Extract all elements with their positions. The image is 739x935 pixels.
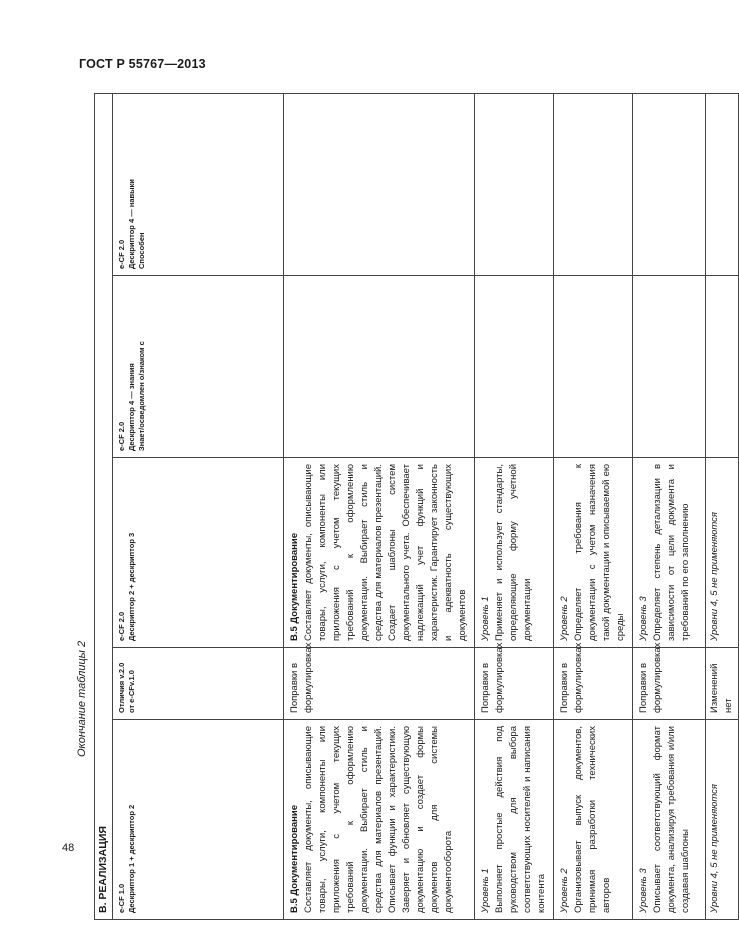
section-title: В. РЕАЛИЗАЦИЯ <box>95 93 113 919</box>
page-number: 48 <box>62 842 75 854</box>
header-cell-ecf1 <box>113 720 284 920</box>
table-cell-empty <box>475 276 554 458</box>
header-line: e-CF 2.0 <box>117 611 126 641</box>
header-line: Дескриптор 2 + дескриптор 3 <box>127 532 136 641</box>
cell-text: Уровни 4, 5 не применяются <box>709 784 720 913</box>
table-cell <box>706 458 739 648</box>
cell-text: Определяет степень детализации в зависимости от цели документа и требований по его заполнению <box>652 464 691 641</box>
table-row <box>706 93 739 919</box>
header-line: от e-CFv.1.0 <box>127 670 136 713</box>
table-cell <box>475 458 554 648</box>
cell-text: Применяет и использует стандарты, определяющие форму учетной документации <box>494 464 533 641</box>
table-row <box>554 93 633 919</box>
table-cell <box>633 458 706 648</box>
table-row <box>633 93 706 919</box>
header-line: Отличия v.2.0 <box>117 662 126 713</box>
cell-level: Уровень 3 <box>638 596 649 641</box>
section-row <box>95 93 113 919</box>
table-cell-empty <box>284 276 475 458</box>
header-cell-ecf2 <box>113 458 284 648</box>
cell-title: В.5 Документирование <box>289 532 300 641</box>
table-row <box>284 93 475 919</box>
table-cell <box>284 458 475 648</box>
table-cell <box>475 720 554 920</box>
cell-title: В.5 Документирование <box>289 804 300 913</box>
document-header: ГОСТ Р 55767—2013 <box>79 57 206 71</box>
rotated-table-wrapper <box>94 94 734 920</box>
table-cell-empty <box>706 93 739 275</box>
table-cell <box>284 720 475 920</box>
header-cell-diff <box>113 648 284 720</box>
header-line: Дескриптор 4 — навыки <box>127 179 136 269</box>
table-ending-caption: Окончание таблицы 2 <box>76 640 88 757</box>
header-line: Способен <box>137 232 146 269</box>
table-row <box>475 93 554 919</box>
table-cell-empty <box>284 93 475 275</box>
table-cell <box>633 720 706 920</box>
header-line: Знает/осведомлен о/знаком с <box>137 341 146 451</box>
table-cell: Изменений нет <box>706 648 739 720</box>
table-cell: Поправки в формулировках <box>475 648 554 720</box>
header-line: Дескриптор 1 + дескриптор 2 <box>127 804 136 913</box>
header-line: e-CF 1.0 <box>117 883 126 913</box>
cell-level: Уровень 1 <box>480 868 491 913</box>
table-cell: Поправки в формулировках <box>284 648 475 720</box>
table-cell-empty <box>554 276 633 458</box>
table-cell-empty <box>706 276 739 458</box>
table-cell-empty <box>475 93 554 275</box>
cell-text: Составляет документы, описывающие товары, услуги, компоненты или приложения с учетом текущих требований к оформлению документации. Выбирает стиль и средства для материалов презентаций. Описывает функции и характеристики. Заверяет и обновляет существующую документацию и создает формы документов для системы документооборота <box>303 726 454 913</box>
table-cell <box>706 720 739 920</box>
competence-table <box>94 93 739 920</box>
table-cell-empty <box>633 93 706 275</box>
header-line: e-CF 2.0 <box>117 239 126 269</box>
header-line: Дескриптор 4 — знания <box>127 363 136 451</box>
table-cell-empty <box>554 93 633 275</box>
cell-text: Организовывает выпуск документов, принимая разработки технических авторов <box>573 726 612 913</box>
table-cell-empty <box>633 276 706 458</box>
cell-level: Уровень 3 <box>638 868 649 913</box>
table-cell: Поправки в формулировках <box>633 648 706 720</box>
table-cell: Поправки в формулировках <box>554 648 633 720</box>
cell-text: Описывает соответствующий формат документа, анализируя требования и/или создавая шаблоны <box>652 726 691 913</box>
header-cell-knowledge <box>113 276 284 458</box>
table-cell <box>554 720 633 920</box>
header-row <box>113 93 284 919</box>
cell-text: Определяет требования к документации с учетом назначения такой документации и описываемой ею среды <box>573 464 626 641</box>
cell-level: Уровень 2 <box>559 868 570 913</box>
cell-text: Выполняет простые действия под руководством для выбора соответствующих носителей и написания контента <box>494 726 547 913</box>
cell-level: Уровень 2 <box>559 596 570 641</box>
cell-text: Уровни 4, 5 не применяются <box>709 512 720 641</box>
header-cell-skills <box>113 93 284 275</box>
cell-level: Уровень 1 <box>480 596 491 641</box>
header-line: e-CF 2.0 <box>117 421 126 451</box>
cell-text: Составляет документы, описывающие товары, услуги, компоненты или приложения с учетом текущих требований к оформлению документации. Выбирает стиль и средства для материалов презентаций. Создает шаблоны систем документального учета. Обеспечивает надлежащий учет функций и характеристик. Гарантирует законность и адекватность существующих документов <box>303 464 468 641</box>
table-cell <box>554 458 633 648</box>
